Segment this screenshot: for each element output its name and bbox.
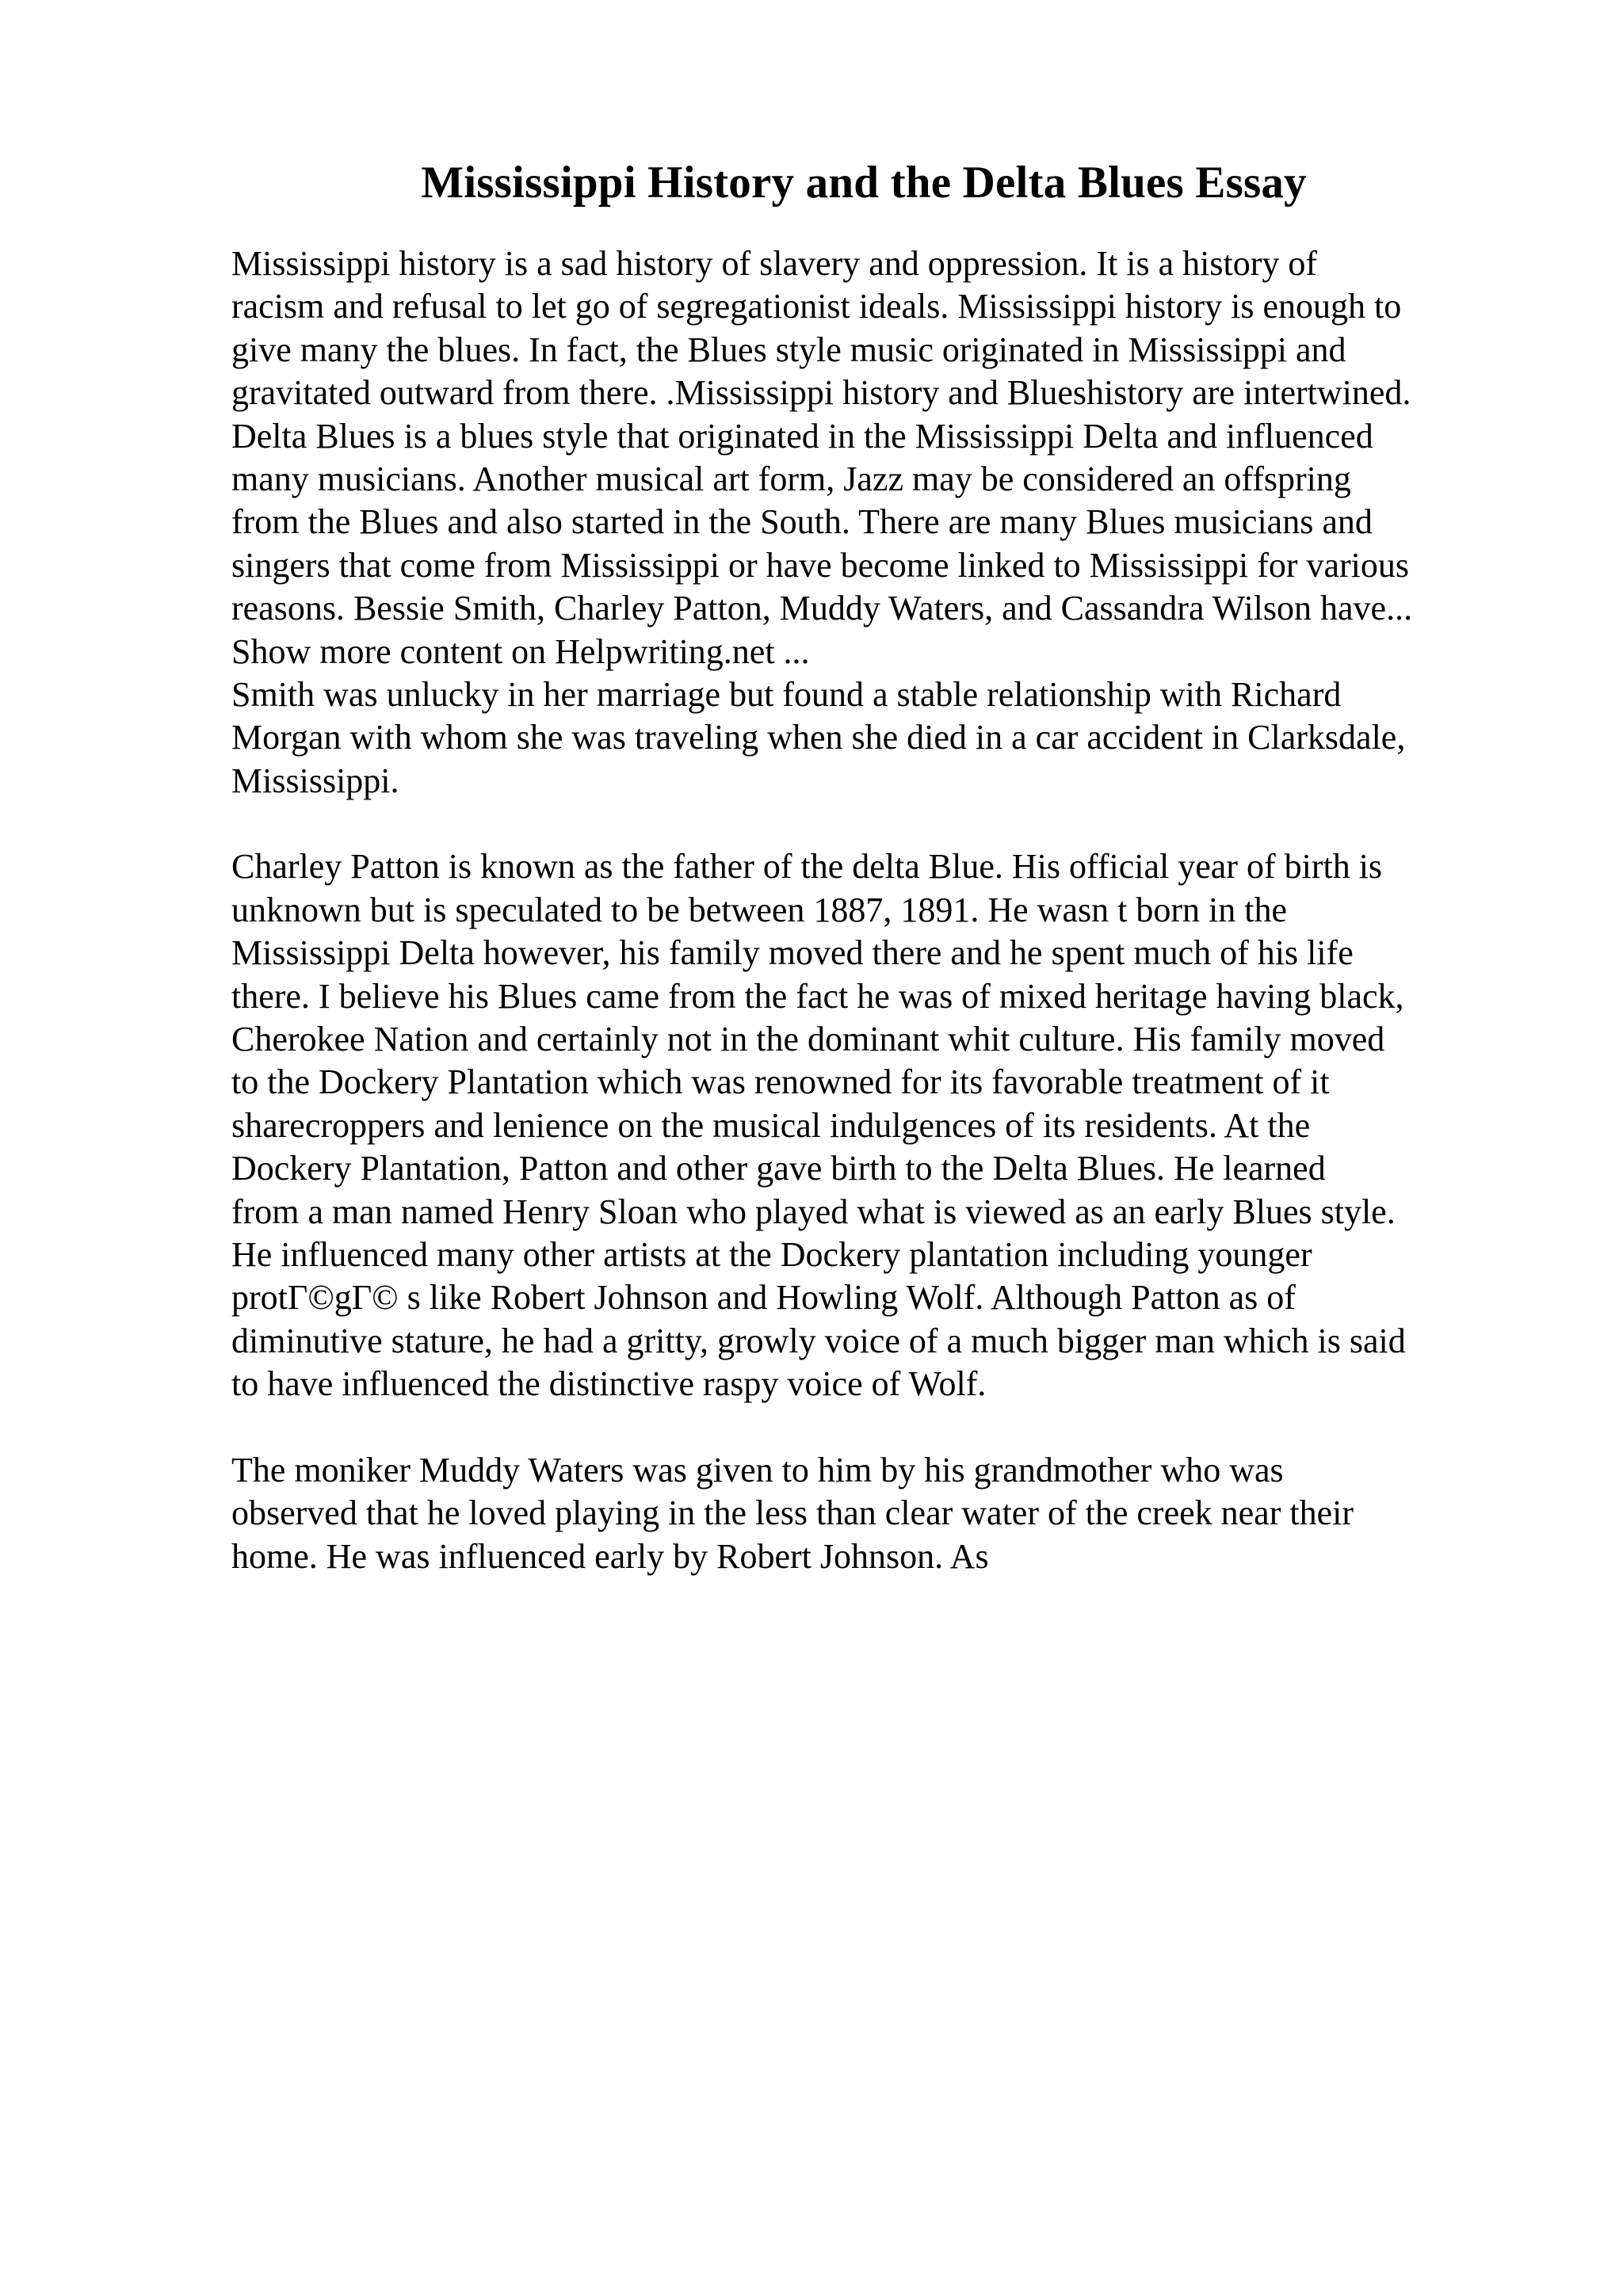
paragraph-muddy-waters [231, 1449, 1499, 1578]
text-line: Morgan with whom she was traveling when she died in a car accident in Clarksdale, [231, 718, 1406, 757]
text-line: from a man named Henry Sloan who played what is viewed as an early Blues style. [231, 1192, 1396, 1231]
text-line: reasons. Bessie Smith, Charley Patton, Muddy Waters, and Cassandra Wilson have... [231, 589, 1413, 628]
text-line: Cherokee Nation and certainly not in the dominant whit culture. His family moved [231, 1020, 1385, 1059]
paragraph-spacer [231, 1406, 1499, 1449]
text-line: observed that he loved playing in the less than clear water of the creek near their [231, 1493, 1354, 1533]
text-line: Mississippi Delta however, his family moved there and he spent much of his life [231, 933, 1354, 973]
text-line: Dockery Plantation, Patton and other gave birth to the Delta Blues. He learned [231, 1149, 1326, 1188]
text-line: racism and refusal to let go of segregationist ideals. Mississippi history is enough to [231, 287, 1402, 326]
text-line: Delta Blues is a blues style that originated in the Mississippi Delta and influenced [231, 416, 1373, 456]
text-line: Mississippi. [231, 761, 399, 800]
show-more-link[interactable]: Show more content on Helpwriting.net ... [231, 631, 810, 671]
text-line: protΓ©gΓ© s like Robert Johnson and Howling Wolf. Although Patton as of [231, 1278, 1296, 1318]
text-line: sharecroppers and lenience on the musical indulgences of its residents. At the [231, 1105, 1311, 1145]
text-line: diminutive stature, he had a gritty, growly voice of a much bigger man which is said [231, 1321, 1406, 1360]
text-line: The moniker Muddy Waters was given to him by his grandmother who was [231, 1450, 1284, 1489]
text-line: He influenced many other artists at the Dockery plantation including younger [231, 1234, 1312, 1274]
text-line: Mississippi history is a sad history of slavery and oppression. It is a history of [231, 244, 1318, 283]
text-line: give many the blues. In fact, the Blues style music originated in Mississippi and [231, 330, 1346, 369]
text-line: Smith was unlucky in her marriage but found a stable relationship with Richard [231, 674, 1342, 714]
paragraph-spacer [231, 803, 1499, 845]
paragraph-intro [231, 242, 1499, 803]
text-line: to have influenced the distinctive raspy voice of Wolf. [231, 1364, 987, 1404]
text-line: many musicians. Another musical art form, Jazz may be considered an offspring [231, 459, 1351, 498]
document-body [231, 242, 1499, 1578]
paragraph-patton [231, 845, 1499, 1405]
text-line: Charley Patton is known as the father of the delta Blue. His official year of birth is [231, 847, 1383, 887]
document-title: Mississippi History and the Delta Blues Essay [421, 158, 1307, 208]
text-line: singers that come from Mississippi or have become linked to Mississippi for various [231, 545, 1410, 585]
text-line: home. He was influenced early by Robert Johnson. As [231, 1536, 989, 1576]
text-line: to the Dockery Plantation which was renowned for its favorable treatment of it [231, 1062, 1330, 1102]
text-line: there. I believe his Blues came from the fact he was of mixed heritage having black, [231, 976, 1404, 1016]
text-line: gravitated outward from there. .Mississippi history and Blueshistory are intertwined. [231, 373, 1411, 413]
text-line: unknown but is speculated to be between 1887, 1891. He wasn t born in the [231, 890, 1287, 929]
text-line: from the Blues and also started in the South. There are many Blues musicians and [231, 502, 1373, 542]
